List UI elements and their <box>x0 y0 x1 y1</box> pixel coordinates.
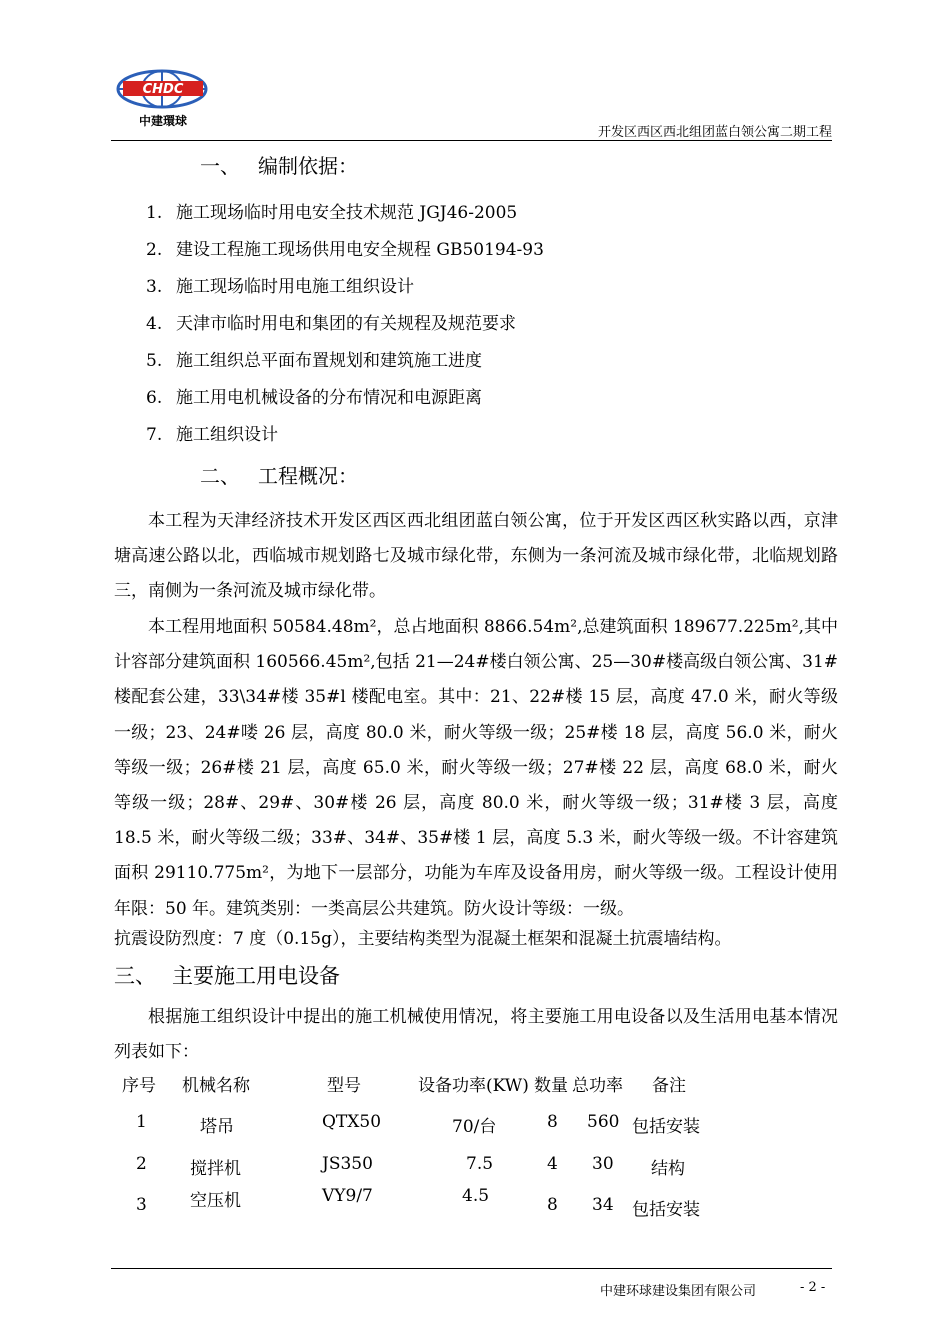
table-cell: 4 <box>547 1154 558 1174</box>
table-cell: 7.5 <box>466 1154 494 1174</box>
list-item: 1. 施工现场临时用电安全技术规范 JGJ46-2005 <box>146 203 518 223</box>
list-item: 2. 建设工程施工现场供用电安全规程 GB50194-93 <box>146 240 544 260</box>
overview-paragraph-2: 本工程用地面积 50584.48m²，总占地面积 8866.54m²,总建筑面积 189677.225m²,其中计容部分建筑面积 160566.45m²,包括 21—24#楼白领公寓、25—30#楼高级白领公寓、31#楼配套公建，33\34#楼 35#l 楼配电室。其中：21、22#楼 15 层，高度 47.0 米，耐火等级一级；23、24#喽 26 层，高度 80.0 米，耐火等级一级；25#楼 18 层，高度 56.0 米，耐火等级一级；26#楼 21 层，高度 65.0 米，耐火等级一级；27#楼 22 层，高度 68.0 米，耐火等级一级；28#、29#、30#楼 26 层，高度 80.0 米，耐火等级一级；31#楼 3 层，高度 18.5 米，耐火等级二级；33#、34#、35#楼 1 层，高度 5.3 米，耐火等级一级。不计容建筑面积 29110.775m²，为地下一层部分，功能为车库及设备用房，耐火等级一级。工程设计使用年限：50 年。建筑类别：一类高层公共建筑。防火设计等级：一级。 <box>114 617 838 919</box>
table-header-cell: 总功率 <box>572 1076 623 1096</box>
table-cell: 结构 <box>651 1159 685 1179</box>
section3-intro: 根据施工组织设计中提出的施工机械使用情况，将主要施工用电设备以及生活用电基本情况列表如下： <box>114 1007 838 1063</box>
table-header-cell: 设备功率(KW) <box>418 1076 529 1096</box>
overview-paragraph-3: 抗震设防烈度：7 度（0.15g），主要结构类型为混凝土框架和混凝土抗震墙结构。 <box>114 929 732 949</box>
table-header-cell: 备注 <box>652 1076 686 1096</box>
table-cell: QTX50 <box>322 1112 382 1132</box>
section3-heading <box>114 960 340 990</box>
list-item: 7. 施工组织设计 <box>146 425 278 445</box>
table-cell: 30 <box>592 1154 614 1174</box>
table-cell: 34 <box>592 1195 614 1215</box>
table-header-cell: 型号 <box>327 1076 361 1096</box>
page-number: - 2 - <box>800 1280 826 1295</box>
section3-number: 三、 <box>114 964 156 988</box>
table-header-cell: 机械名称 <box>182 1076 250 1096</box>
table-header-cell: 数量 <box>534 1076 568 1096</box>
header-divider <box>111 140 832 141</box>
table-cell: 1 <box>136 1112 147 1132</box>
table-header-cell: 序号 <box>122 1076 156 1096</box>
table-cell: 560 <box>587 1112 620 1132</box>
section3-title: 主要施工用电设备 <box>172 964 340 988</box>
table-cell: 70/台 <box>452 1117 497 1137</box>
table-cell: 空压机 <box>190 1191 241 1211</box>
company-logo <box>111 67 214 131</box>
table-cell: 包括安装 <box>632 1117 700 1137</box>
table-cell: 8 <box>547 1195 558 1215</box>
list-item: 4. 天津市临时用电和集团的有关规程及规范要求 <box>146 314 516 334</box>
list-item: 3. 施工现场临时用电施工组织设计 <box>146 277 414 297</box>
svg-text:CHDC: CHDC <box>142 82 184 97</box>
table-cell: VY9/7 <box>322 1186 373 1206</box>
list-item: 5. 施工组织总平面布置规划和建筑施工进度 <box>146 351 482 371</box>
table-cell: 2 <box>136 1154 147 1174</box>
overview-paragraph-1: 本工程为天津经济技术开发区西区西北组团蓝白领公寓，位于开发区西区秋实路以西，京津塘高速公路以北，西临城市规划路七及城市绿化带，东侧为一条河流及城市绿化带，北临规划路三，南侧为一条河流及城市绿化带。 <box>114 511 838 602</box>
table-cell: 8 <box>547 1112 558 1132</box>
table-cell: 3 <box>136 1195 147 1215</box>
section2-title: 工程概况： <box>258 464 358 488</box>
table-cell: 塔吊 <box>200 1117 234 1137</box>
list-item: 6. 施工用电机械设备的分布情况和电源距离 <box>146 388 482 408</box>
footer-company: 中建环球建设集团有限公司 <box>600 1284 757 1299</box>
section1-heading <box>200 150 358 179</box>
table-cell: 搅拌机 <box>190 1159 241 1179</box>
footer-divider <box>111 1268 832 1269</box>
section2-number: 二、 <box>200 464 240 488</box>
section2-heading <box>200 460 358 489</box>
section1-number: 一、 <box>200 154 240 178</box>
section1-title: 编制依据： <box>258 154 358 178</box>
table-cell: 4.5 <box>462 1186 490 1206</box>
table-cell: JS350 <box>322 1154 373 1174</box>
table-cell: 包括安装 <box>632 1200 700 1220</box>
project-title: 开发区西区西北组团蓝白领公寓二期工程 <box>597 125 832 140</box>
logo-text: 中建環球 <box>138 114 188 128</box>
